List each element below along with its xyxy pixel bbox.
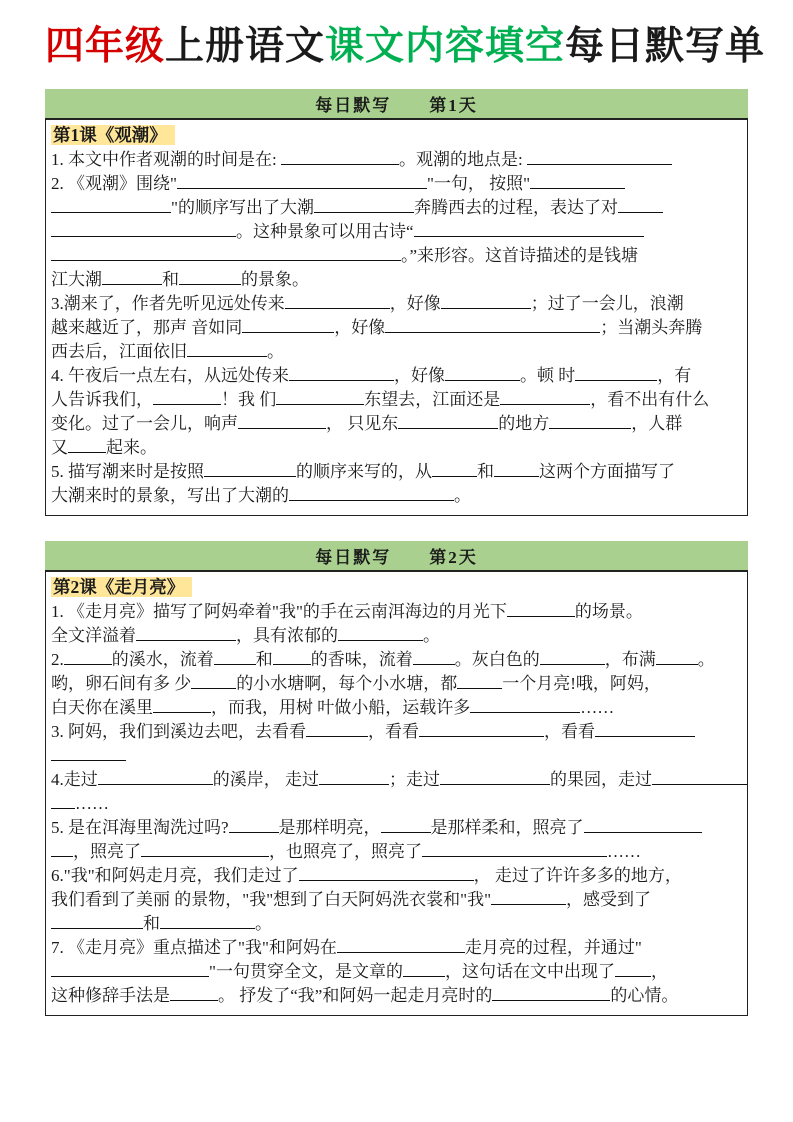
text-run: …… bbox=[580, 697, 615, 717]
item-line bbox=[51, 960, 742, 984]
fill-blank bbox=[68, 440, 106, 453]
fill-blank bbox=[51, 248, 401, 261]
item-line bbox=[51, 768, 742, 792]
text-run: ，这句话在文中出现了 bbox=[444, 961, 615, 981]
text-run: 哟，卵石间有多 少 bbox=[51, 673, 192, 693]
lesson-title: 第2课《走月亮》 bbox=[51, 577, 192, 597]
text-run: 的溪岸， 走过 bbox=[212, 769, 319, 789]
text-run: 的场景。 bbox=[574, 601, 643, 621]
text-run: 2. bbox=[51, 649, 64, 669]
fill-blank bbox=[51, 844, 73, 857]
text-run: 和 bbox=[477, 461, 494, 481]
text-run: 和 bbox=[255, 649, 273, 669]
text-run: ， 走过了许许多多的地方， bbox=[473, 865, 682, 885]
item-line bbox=[51, 412, 742, 436]
text-run: ；当潮头奔腾 bbox=[600, 317, 703, 337]
fill-blank bbox=[98, 772, 213, 785]
text-run: …… bbox=[607, 841, 641, 861]
fill-blank bbox=[413, 652, 455, 665]
text-run: …… bbox=[75, 793, 109, 813]
item-line bbox=[51, 648, 742, 672]
text-run: "一句贯穿全文，是文章的 bbox=[209, 961, 403, 981]
text-run: 6."我"和阿妈走月亮，我们走过了 bbox=[51, 865, 299, 885]
day-header: 每日默写 第2天 bbox=[45, 541, 748, 572]
fill-blank bbox=[153, 392, 221, 405]
text-run: 2. 《观潮》围绕" bbox=[51, 173, 177, 193]
text-run: 的地方 bbox=[498, 413, 550, 433]
text-run: 7. 《走月亮》重点描述了"我"和阿妈在 bbox=[51, 937, 337, 957]
fill-blank bbox=[51, 796, 75, 809]
text-run: 全文洋溢着 bbox=[51, 625, 136, 645]
fill-blank bbox=[540, 652, 605, 665]
worksheet-item bbox=[51, 768, 742, 816]
fill-blank bbox=[214, 652, 256, 665]
text-run: 江大潮 bbox=[51, 269, 102, 289]
text-run: 。 bbox=[454, 485, 471, 505]
text-run: 。观潮的地点是: bbox=[398, 149, 527, 169]
item-line bbox=[51, 912, 742, 936]
text-run: 东望去，江面还是 bbox=[364, 389, 501, 409]
worksheet-item bbox=[51, 460, 742, 508]
fill-blank bbox=[419, 724, 544, 737]
fill-blank bbox=[494, 464, 539, 477]
fill-blank bbox=[51, 224, 236, 237]
text-run: 大潮来时的景象，写出了大潮的 bbox=[51, 485, 289, 505]
text-run: 的顺序来写的，从 bbox=[296, 461, 432, 481]
fill-blank bbox=[432, 464, 477, 477]
text-run: ，看看 bbox=[368, 721, 419, 741]
worksheet-item bbox=[51, 364, 742, 460]
fill-blank bbox=[314, 200, 414, 213]
fill-blank bbox=[289, 488, 454, 501]
lesson-title-line bbox=[51, 123, 742, 148]
fill-blank bbox=[319, 772, 389, 785]
item-line bbox=[51, 244, 742, 268]
fill-blank bbox=[530, 176, 625, 189]
text-run: "一句， 按照" bbox=[426, 173, 531, 193]
section-content bbox=[45, 120, 748, 516]
text-run: 。 bbox=[267, 341, 284, 361]
item-line bbox=[51, 196, 742, 220]
fill-blank bbox=[422, 844, 607, 857]
fill-blank bbox=[338, 628, 423, 641]
text-run: 。 bbox=[697, 649, 715, 669]
item-line bbox=[51, 816, 742, 840]
fill-blank bbox=[51, 916, 143, 929]
fill-blank bbox=[299, 868, 474, 881]
fill-blank bbox=[153, 700, 211, 713]
fill-blank bbox=[179, 272, 241, 285]
fill-blank bbox=[491, 892, 566, 905]
item-line bbox=[51, 888, 742, 912]
fill-blank bbox=[160, 916, 255, 929]
fill-blank bbox=[492, 988, 610, 1001]
fill-blank bbox=[385, 320, 600, 333]
fill-blank bbox=[51, 200, 171, 213]
item-line bbox=[51, 172, 742, 196]
worksheet-section bbox=[45, 89, 748, 516]
text-run: 。 bbox=[423, 625, 440, 645]
text-run: 这两个方面描写了 bbox=[539, 461, 675, 481]
text-run: ；过了一会儿，浪潮 bbox=[530, 293, 684, 313]
fill-blank bbox=[273, 652, 311, 665]
text-run: 。 抒发了“我”和阿妈一起走月亮时的 bbox=[218, 985, 493, 1005]
fill-blank bbox=[285, 296, 390, 309]
fill-blank bbox=[281, 152, 399, 165]
text-run: 一个月亮!哦，阿妈， bbox=[502, 673, 661, 693]
text-run: 。 bbox=[255, 913, 272, 933]
text-run: ，看看 bbox=[544, 721, 595, 741]
worksheet-item bbox=[51, 648, 742, 720]
fill-blank bbox=[306, 724, 368, 737]
fill-blank bbox=[457, 676, 502, 689]
text-run: ，也照亮了，照亮了 bbox=[269, 841, 422, 861]
item-line bbox=[51, 340, 742, 364]
item-line bbox=[51, 484, 742, 508]
fill-blank bbox=[595, 724, 695, 737]
text-run: 。这种景象可以用古诗“ bbox=[236, 221, 414, 241]
text-run: 白天你在溪里 bbox=[51, 697, 153, 717]
fill-blank bbox=[51, 964, 209, 977]
text-run: 5. 是在洱海里淘洗过吗? bbox=[51, 817, 229, 837]
fill-blank bbox=[102, 272, 162, 285]
worksheet-item bbox=[51, 936, 742, 1008]
item-line bbox=[51, 460, 742, 484]
text-run: 。”来形容。这首诗描述的是钱塘 bbox=[401, 245, 639, 265]
text-run: 的小水塘啊，每个小水塘，都 bbox=[236, 673, 458, 693]
item-line bbox=[51, 316, 742, 340]
text-run: 的心情。 bbox=[610, 985, 679, 1005]
text-run: 这种修辞手法是 bbox=[51, 985, 170, 1005]
text-run: ，好像 bbox=[394, 365, 445, 385]
day-header: 每日默写 第1天 bbox=[45, 89, 748, 120]
text-run: ， bbox=[650, 961, 668, 981]
item-line bbox=[51, 436, 742, 460]
fill-blank bbox=[177, 176, 427, 189]
text-run: 4. 午夜后一点左右，从远处传来 bbox=[51, 365, 289, 385]
fill-blank bbox=[584, 820, 702, 833]
item-line bbox=[51, 624, 742, 648]
text-run: ， 只见东 bbox=[326, 413, 399, 433]
item-line bbox=[51, 696, 742, 720]
fill-blank bbox=[470, 700, 580, 713]
text-run: 的香味，流着 bbox=[310, 649, 413, 669]
text-run: 是那样明亮， bbox=[278, 817, 381, 837]
text-run: 奔腾西去的过程，表达了对 bbox=[413, 197, 618, 217]
title-segment: 每日默写单 bbox=[565, 25, 766, 68]
fill-blank bbox=[527, 152, 672, 165]
fill-blank bbox=[51, 748, 126, 761]
worksheet-item bbox=[51, 600, 742, 648]
fill-blank bbox=[652, 772, 748, 785]
text-run: 3.潮来了，作者先听见远处传来 bbox=[51, 293, 285, 313]
text-run: 的溪水，流着 bbox=[111, 649, 214, 669]
text-run: 越来越近了，那声 音如同 bbox=[51, 317, 243, 337]
item-line bbox=[51, 148, 742, 172]
fill-blank bbox=[238, 416, 326, 429]
fill-blank bbox=[276, 392, 364, 405]
title-segment: 课文内容填空 bbox=[325, 25, 566, 68]
fill-blank bbox=[615, 964, 651, 977]
text-run: 走月亮的过程，并通过" bbox=[464, 937, 642, 957]
worksheet-item bbox=[51, 148, 742, 172]
worksheet-section bbox=[45, 541, 748, 1016]
item-line bbox=[51, 792, 742, 816]
item-line bbox=[51, 364, 742, 388]
text-run: 3. 阿妈，我们到溪边去吧，去看看 bbox=[51, 721, 306, 741]
item-line bbox=[51, 936, 742, 960]
text-run: 又 bbox=[51, 437, 68, 457]
fill-blank bbox=[440, 772, 550, 785]
text-run: 。顿 时 bbox=[520, 365, 576, 385]
text-run: 的果园，走过 bbox=[550, 769, 652, 789]
text-run: 是那样柔和，照亮了 bbox=[430, 817, 584, 837]
text-run: 。灰白色的 bbox=[454, 649, 540, 669]
lesson-title: 第1课《观潮》 bbox=[51, 125, 175, 145]
item-line bbox=[51, 600, 742, 624]
fill-blank bbox=[398, 416, 498, 429]
fill-blank bbox=[381, 820, 431, 833]
text-run: 的景象。 bbox=[241, 269, 309, 289]
text-run: 1. 《走月亮》描写了阿妈牵着"我"的手在云南洱海边的月光下 bbox=[51, 601, 507, 621]
text-run: 西去后，江面依旧 bbox=[51, 341, 187, 361]
title-segment: 上册语文 bbox=[165, 25, 326, 68]
item-line bbox=[51, 292, 742, 316]
fill-blank bbox=[187, 344, 267, 357]
fill-blank bbox=[500, 392, 590, 405]
fill-blank bbox=[549, 416, 631, 429]
text-run: ；走过 bbox=[389, 769, 440, 789]
worksheet-item bbox=[51, 816, 742, 864]
fill-blank bbox=[141, 844, 269, 857]
text-run: 5. 描写潮来时是按照 bbox=[51, 461, 204, 481]
item-line bbox=[51, 220, 742, 244]
worksheet-item bbox=[51, 292, 742, 364]
text-run: ，感受到了 bbox=[566, 889, 652, 909]
fill-blank bbox=[229, 820, 279, 833]
fill-blank bbox=[507, 604, 575, 617]
item-line bbox=[51, 840, 742, 864]
page-title bbox=[45, 24, 766, 71]
text-run: 起来。 bbox=[106, 437, 157, 457]
fill-blank bbox=[403, 964, 445, 977]
text-run: ，人群 bbox=[631, 413, 683, 433]
worksheet-item bbox=[51, 720, 742, 768]
item-line bbox=[51, 864, 742, 888]
fill-blank bbox=[204, 464, 296, 477]
text-run: ，有 bbox=[657, 365, 692, 385]
fill-blank bbox=[64, 652, 112, 665]
title-segment: 四年级 bbox=[45, 25, 166, 68]
fill-blank bbox=[618, 200, 663, 213]
text-run: ，好像 bbox=[334, 317, 386, 337]
fill-blank bbox=[337, 940, 465, 953]
lesson-title-line bbox=[51, 575, 742, 600]
worksheet-item bbox=[51, 864, 742, 936]
text-run: ，好像 bbox=[389, 293, 441, 313]
fill-blank bbox=[575, 368, 657, 381]
fill-blank bbox=[414, 224, 644, 237]
text-run: ！我 们 bbox=[221, 389, 277, 409]
text-run: 我们看到了美丽 的景物，"我"想到了白天阿妈洗衣裳和"我" bbox=[51, 889, 492, 909]
worksheet-item bbox=[51, 172, 742, 292]
fill-blank bbox=[441, 296, 531, 309]
text-run: 1. 本文中作者观潮的时间是在: bbox=[51, 149, 281, 169]
text-run: ，而我，用树 叶做小船，运载许多 bbox=[211, 697, 471, 717]
item-line bbox=[51, 720, 742, 744]
text-run: 人告诉我们， bbox=[51, 389, 153, 409]
fill-blank bbox=[656, 652, 698, 665]
item-line bbox=[51, 672, 742, 696]
sections bbox=[45, 89, 748, 1016]
item-line bbox=[51, 388, 742, 412]
text-run: 4.走过 bbox=[51, 769, 98, 789]
text-run: ，布满 bbox=[604, 649, 656, 669]
text-run: ，照亮了 bbox=[73, 841, 141, 861]
fill-blank bbox=[136, 628, 236, 641]
item-line bbox=[51, 984, 742, 1008]
text-run: 和 bbox=[143, 913, 160, 933]
section-content bbox=[45, 572, 748, 1016]
text-run: 和 bbox=[162, 269, 179, 289]
item-line bbox=[51, 268, 742, 292]
fill-blank bbox=[170, 988, 218, 1001]
text-run: ，看不出有什么 bbox=[590, 389, 710, 409]
fill-blank bbox=[191, 676, 236, 689]
text-run: "的顺序写出了大潮 bbox=[171, 197, 314, 217]
text-run: 变化。过了一会儿，响声 bbox=[51, 413, 238, 433]
fill-blank bbox=[242, 320, 334, 333]
text-run: ，具有浓郁的 bbox=[236, 625, 338, 645]
fill-blank bbox=[445, 368, 520, 381]
fill-blank bbox=[289, 368, 394, 381]
item-line bbox=[51, 744, 742, 768]
